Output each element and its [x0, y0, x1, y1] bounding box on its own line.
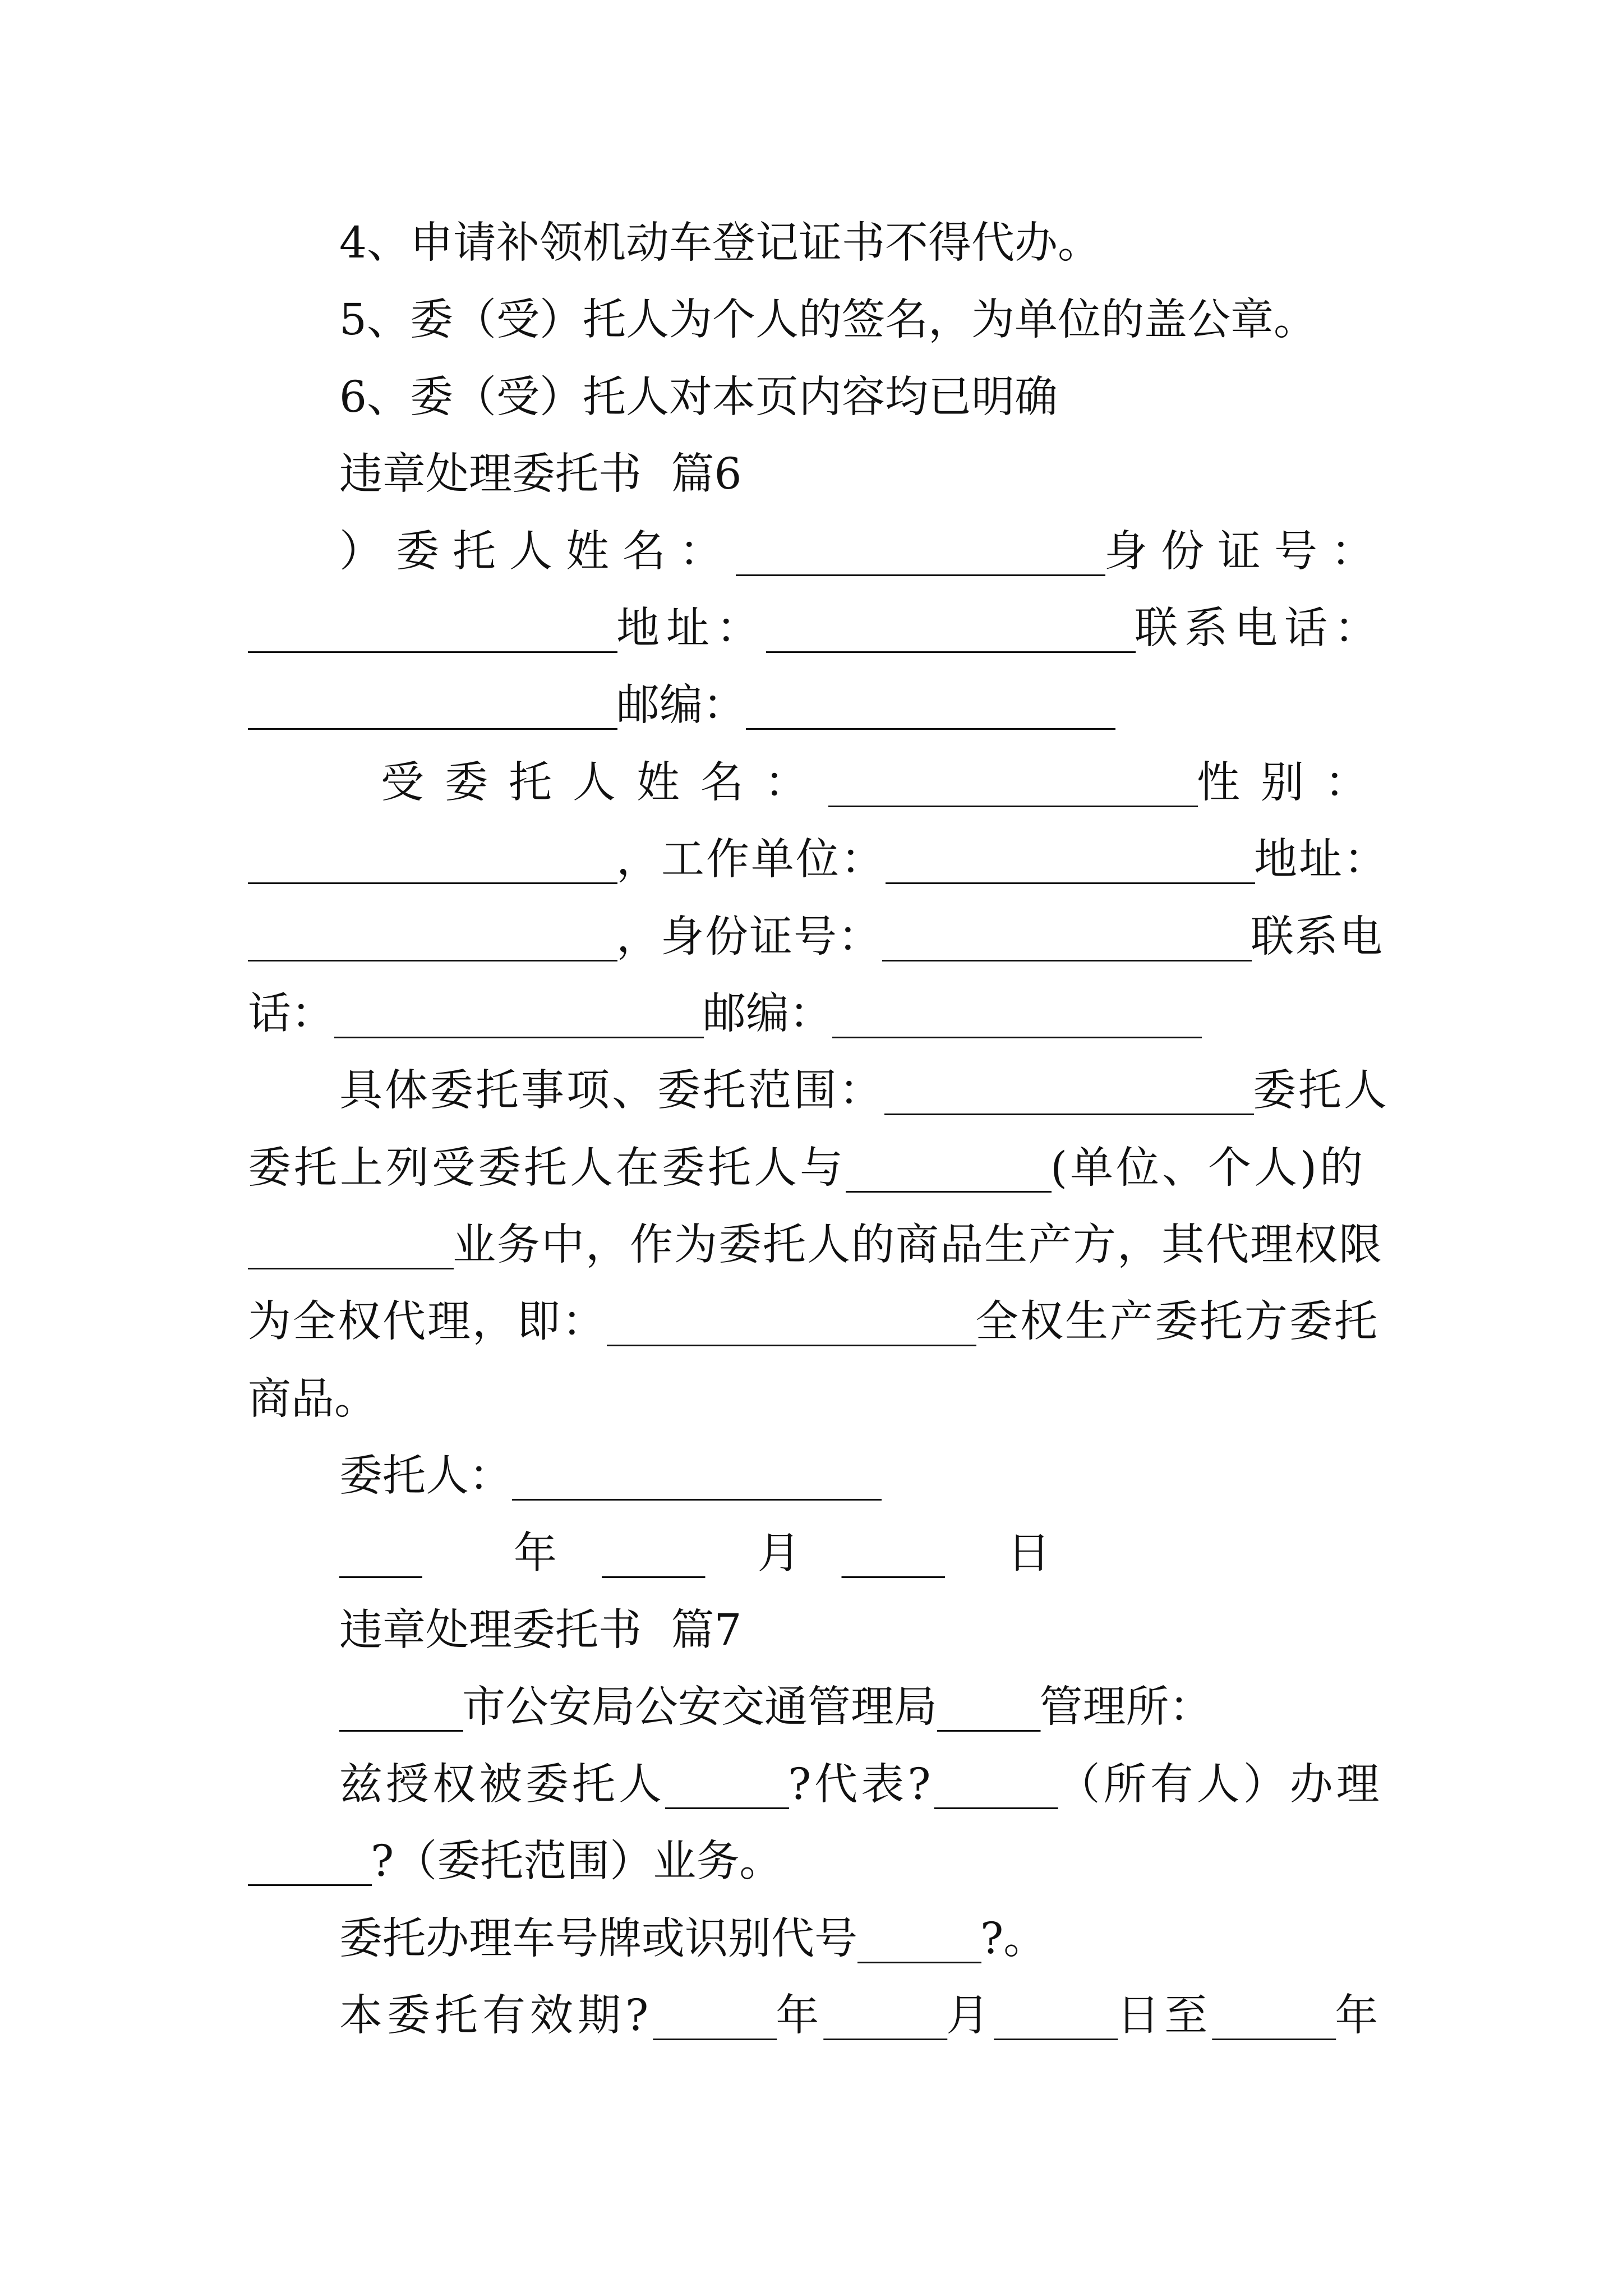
date-year-blank: ____ — [339, 1528, 421, 1579]
signature-row — [248, 1438, 1387, 1515]
authorization-owner-blank: ______ — [934, 1759, 1057, 1810]
addressee-office-blank: _____ — [937, 1682, 1040, 1733]
document-page — [248, 205, 1387, 2054]
validity-label: 本委托有效期? — [339, 1990, 653, 2041]
scope-text-2: 委托上列受委托人在委托人与 — [248, 1143, 846, 1193]
date-month-blank: _____ — [602, 1528, 704, 1579]
signature-principal-label: 委托人： — [339, 1451, 512, 1502]
plate-row — [248, 1901, 1387, 1977]
validity-month-label: 月 — [946, 1990, 994, 2041]
agent-name-row — [248, 744, 1387, 821]
authorization-row-1 — [248, 1746, 1387, 1823]
plate-blank: ______ — [857, 1913, 980, 1964]
scope-text-4: 业务中，作为委托人的商品生产方，其代理权限 — [453, 1220, 1383, 1271]
principal-postcode-label: 邮编： — [616, 680, 746, 731]
scope-row-4 — [248, 1283, 1387, 1360]
agent-phone-row — [248, 976, 1387, 1052]
scope-label: 具体委托事项、委托范围： — [339, 1066, 884, 1116]
scope-row-3 — [248, 1207, 1387, 1283]
scope-row-2 — [248, 1130, 1387, 1207]
principal-address-row — [248, 590, 1387, 667]
principal-address-label: 地址： — [616, 603, 766, 654]
validity-row — [248, 1977, 1387, 2054]
agent-employer-label: ，工作单位： — [616, 835, 886, 885]
validity-year-label-2: 年 — [1335, 1990, 1383, 2041]
authorization-agent-blank: ______ — [665, 1759, 788, 1810]
date-day-label: 日 — [1007, 1528, 1050, 1579]
note-item-4: 4、申请补领机动车登记证书不得代办。 — [339, 218, 1101, 268]
scope-party-blank: __________ — [846, 1143, 1050, 1193]
agent-employer-row — [248, 821, 1387, 898]
principal-name-row — [248, 513, 1387, 590]
principal-id-blank: __________________ — [248, 603, 616, 654]
scope-business-blank: __________ — [248, 1220, 453, 1271]
agent-employer-blank: __________________ — [886, 835, 1254, 885]
principal-postcode-row — [248, 667, 1387, 744]
signature-date-row — [248, 1515, 1387, 1592]
agent-address-label: 地址： — [1254, 835, 1389, 885]
plate-suffix: ?。 — [980, 1913, 1047, 1964]
agent-phone-blank: __________________ — [334, 988, 703, 1039]
validity-day-to-label: 日至 — [1117, 1990, 1212, 2041]
signature-principal-blank: __________________ — [512, 1451, 880, 1502]
authorization-text-2: ?代表? — [788, 1759, 934, 1810]
scope-text-5: 为全权代理，即： — [248, 1297, 607, 1347]
principal-name-blank: __________________ — [736, 526, 1104, 577]
scope-row-5: 商品。 — [248, 1374, 377, 1424]
addressee-row — [248, 1669, 1387, 1746]
principal-address-blank: __________________ — [766, 603, 1135, 654]
note-item-5: 5、委（受）托人为个人的签名，为单位的盖公章。 — [339, 295, 1317, 346]
validity-start-year-blank: ______ — [653, 1990, 776, 2041]
validity-year-label-1: 年 — [776, 1990, 824, 2041]
plate-label: 委托办理车号牌或识别代号 — [339, 1913, 857, 1964]
date-year-label: 年 — [514, 1528, 557, 1579]
scope-row-1 — [248, 1052, 1387, 1129]
scope-authority-blank: __________________ — [607, 1297, 975, 1347]
validity-end-year-blank: ______ — [1212, 1990, 1335, 2041]
principal-postcode-blank: __________________ — [746, 680, 1114, 731]
scope-text-3: (单位、个人)的 — [1050, 1143, 1366, 1193]
principal-id-label: 身份证号： — [1104, 526, 1387, 577]
validity-start-month-blank: ______ — [823, 1990, 947, 2041]
agent-phone-label-part2: 话： — [248, 988, 334, 1039]
agent-postcode-blank: __________________ — [832, 988, 1201, 1039]
agent-id-row — [248, 899, 1387, 976]
authorization-scope-blank: ______ — [248, 1837, 371, 1887]
principal-name-label: ）委托人姓名： — [339, 526, 736, 577]
principal-phone-blank: __________________ — [248, 680, 616, 731]
section-7-heading: 违章处理委托书 篇7 — [339, 1605, 742, 1656]
agent-id-blank: __________________ — [882, 912, 1251, 962]
addressee-bureau: 市公安局公安交通管理局 — [462, 1682, 937, 1733]
agent-id-label: ，身份证号： — [616, 912, 882, 962]
scope-text-6: 全权生产委托方委托 — [975, 1297, 1379, 1347]
authorization-text-3: （所有人）办理 — [1057, 1759, 1383, 1810]
addressee-office-suffix: 管理所： — [1039, 1682, 1212, 1733]
authorization-text-1: 兹授权被委托人 — [339, 1759, 665, 1810]
agent-phone-label-part1: 联系电 — [1251, 912, 1384, 962]
authorization-text-4: ?（委托范围）业务。 — [371, 1837, 783, 1887]
date-month-label: 月 — [757, 1528, 801, 1579]
addressee-city-blank: ______ — [339, 1682, 462, 1733]
agent-address-blank: __________________ — [248, 912, 616, 962]
authorization-row-2 — [248, 1823, 1387, 1900]
agent-gender-label: 性别： — [1197, 757, 1389, 808]
section-6-heading: 违章处理委托书 篇6 — [339, 449, 742, 500]
agent-gender-blank: __________________ — [248, 835, 616, 885]
validity-start-day-blank: ______ — [994, 1990, 1117, 2041]
agent-name-blank: __________________ — [828, 757, 1197, 808]
note-item-6: 6、委（受）托人对本页内容均已明确 — [339, 372, 1058, 422]
agent-postcode-label: 邮编： — [703, 988, 832, 1039]
date-day-blank: _____ — [841, 1528, 944, 1579]
principal-phone-label: 联系电话： — [1135, 603, 1384, 654]
agent-name-label: 受委托人姓名： — [381, 757, 828, 808]
scope-text-1: 委托人 — [1253, 1066, 1389, 1116]
scope-blank: __________________ — [884, 1066, 1253, 1116]
